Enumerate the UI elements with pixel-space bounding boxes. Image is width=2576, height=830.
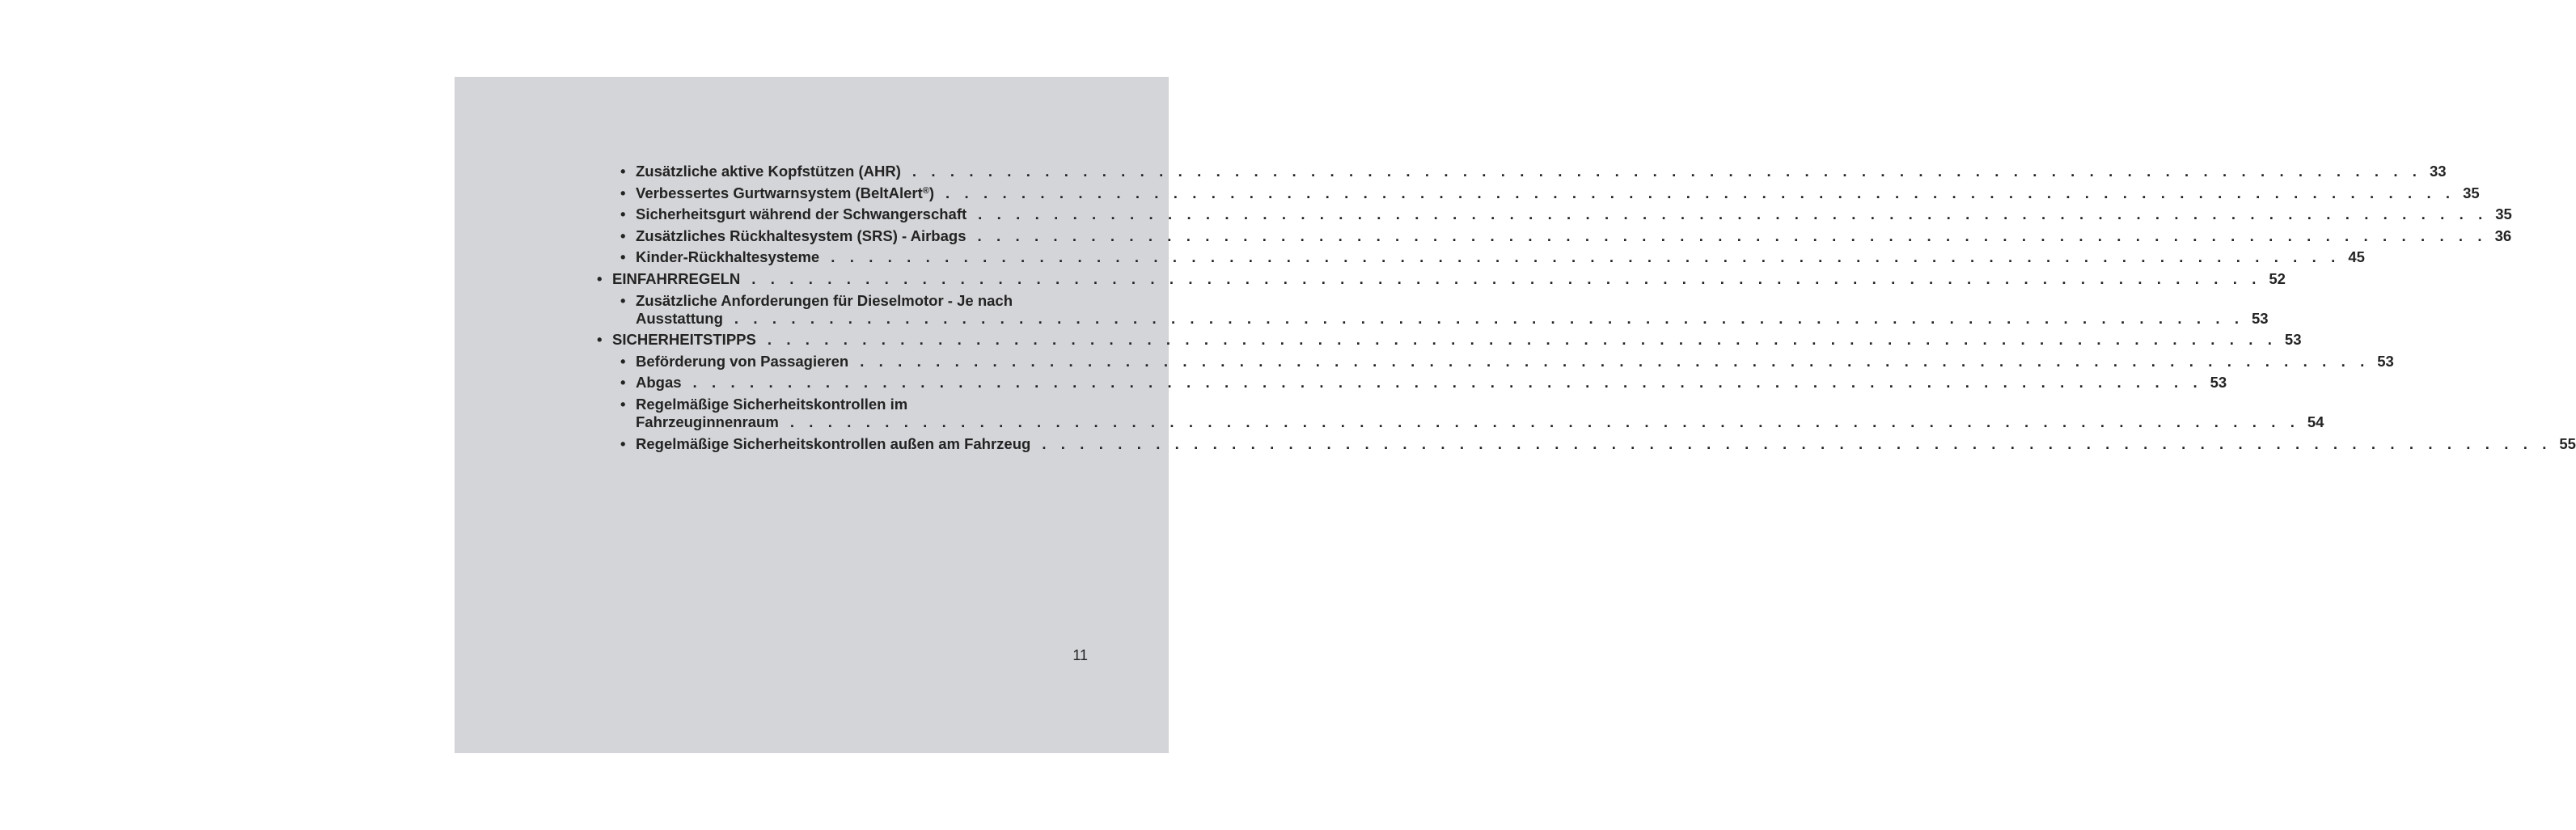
toc-entry-title-line: Zusätzliche Anforderungen für Dieselmotor - Je nach xyxy=(636,291,1013,309)
bullet-icon: • xyxy=(620,205,626,223)
toc-entry-page: 45 xyxy=(2348,248,2365,266)
toc-entry-page: 53 xyxy=(2377,352,2394,370)
table-of-contents xyxy=(597,163,2576,456)
toc-entry[interactable] xyxy=(620,352,2394,371)
toc-entry-title xyxy=(636,248,819,266)
dot-leader: . . . . . . . . . . . . . . . . . . . . . . . . . . . . . . . . . . . . . . . . . . . . . . . . . . . . . . . . . . . . . . . . . . . . . . . . . . . . . . . . xyxy=(860,352,2370,370)
toc-entry-title-text: Fahrzeuginnenraum xyxy=(636,413,779,430)
toc-entry-page: 53 xyxy=(2252,309,2269,327)
toc-entry-title xyxy=(636,435,1030,453)
dot-leader: . . . . . . . . . . . . . . . . . . . . . . . . . . . . . . . . . . . . . . . . . . . . . . . . . . . . . . . . . . . . . . . . . . . . . . . . . . . . . . . . xyxy=(692,374,2203,392)
bullet-icon: • xyxy=(597,331,603,349)
dot-leader: . . . . . . . . . . . . . . . . . . . . . . . . . . . . . . . . . . . . . . . . . . . . . . . . . . . . . . . . . . . . . . . . . . . . . . . . . . . . . . . . xyxy=(789,413,2300,430)
page-number: 11 xyxy=(1072,647,1088,663)
toc-entry-page: 53 xyxy=(2210,374,2227,392)
dot-leader: . . . . . . . . . . . . . . . . . . . . . . . . . . . . . . . . . . . . . . . . . . . . . . . . . . . . . . . . . . . . . . . . . . . . . . . . . . . . . . . . xyxy=(751,269,2261,287)
toc-entry-title xyxy=(636,310,723,328)
dot-leader: . . . . . . . . . . . . . . . . . . . . . . . . . . . . . . . . . . . . . . . . . . . . . . . . . . . . . . . . . . . . . . . . . . . . . . . . . . . . . . . . xyxy=(912,163,2422,180)
toc-entry[interactable] xyxy=(620,163,2447,180)
toc-entry-title-text: Verbessertes Gurtwarnsystem (BeltAlert xyxy=(636,184,923,201)
toc-entry-page: 53 xyxy=(2284,331,2302,349)
toc-entry-page: 36 xyxy=(2494,227,2512,244)
bullet-icon: • xyxy=(620,434,626,452)
bullet-icon: • xyxy=(620,291,626,309)
toc-entry-page: 54 xyxy=(2307,413,2324,430)
toc-entry-title xyxy=(636,163,901,180)
toc-entry-title xyxy=(612,331,756,349)
toc-entry-title-suffix: ) xyxy=(928,184,935,201)
bullet-icon: • xyxy=(620,163,626,180)
bullet-icon: • xyxy=(620,248,626,266)
toc-entry[interactable] xyxy=(620,395,2324,431)
toc-entry-title-text: SICHERHEITSTIPPS xyxy=(612,331,756,349)
toc-entry[interactable] xyxy=(620,248,2365,266)
bullet-icon: • xyxy=(620,352,626,370)
toc-entry-title-text: Zusätzliche aktive Kopfstützen (AHR) xyxy=(636,163,901,180)
toc-entry[interactable] xyxy=(620,374,2227,392)
toc-entry-title xyxy=(636,205,967,223)
registered-mark: ® xyxy=(922,185,929,196)
toc-entry-title-text: Kinder-Rückhaltesysteme xyxy=(636,248,820,266)
toc-entry[interactable] xyxy=(620,291,2269,328)
toc-entry-page: 35 xyxy=(2463,184,2480,201)
toc-entry[interactable] xyxy=(620,227,2512,245)
toc-entry[interactable] xyxy=(597,269,2286,288)
bullet-icon: • xyxy=(620,227,626,244)
toc-entry-title-text: Sicherheitsgurt während der Schwangerschaft xyxy=(636,205,967,223)
bullet-icon: • xyxy=(620,395,626,413)
toc-entry-title xyxy=(636,413,779,431)
toc-entry-title xyxy=(636,184,934,202)
dot-leader: . . . . . . . . . . . . . . . . . . . . . . . . . . . . . . . . . . . . . . . . . . . . . . . . . . . . . . . . . . . . . . . . . . . . . . . . . . . . . . . . xyxy=(977,227,2488,244)
toc-entry-title-text: Regelmäßige Sicherheitskontrollen außen am Fahrzeug xyxy=(636,434,1031,452)
dot-leader: . . . . . . . . . . . . . . . . . . . . . . . . . . . . . . . . . . . . . . . . . . . . . . . . . . . . . . . . . . . . . . . . . . . . . . . . . . . . . . . . xyxy=(945,184,2455,201)
dot-leader: . . . . . . . . . . . . . . . . . . . . . . . . . . . . . . . . . . . . . . . . . . . . . . . . . . . . . . . . . . . . . . . . . . . . . . . . . . . . . . . . xyxy=(1042,434,2552,452)
bullet-icon: • xyxy=(620,374,626,392)
toc-entry[interactable] xyxy=(597,331,2302,349)
toc-entry-title-text: Zusätzliches Rückhaltesystem (SRS) - Airbags xyxy=(636,227,967,244)
toc-entry-title xyxy=(636,353,848,371)
toc-entry-page: 33 xyxy=(2429,163,2447,180)
toc-entry-title xyxy=(636,374,682,392)
toc-entry[interactable] xyxy=(620,205,2512,223)
dot-leader: . . . . . . . . . . . . . . . . . . . . . . . . . . . . . . . . . . . . . . . . . . . . . . . . . . . . . . . . . . . . . . . . . . . . . . . . . . . . . . . . xyxy=(831,248,2341,266)
toc-entry-page: 35 xyxy=(2495,205,2512,223)
bullet-icon: • xyxy=(597,269,603,287)
toc-entry[interactable] xyxy=(620,184,2480,202)
dot-leader: . . . . . . . . . . . . . . . . . . . . . . . . . . . . . . . . . . . . . . . . . . . . . . . . . . . . . . . . . . . . . . . . . . . . . . . . . . . . . . . . xyxy=(978,205,2488,223)
toc-entry-page: 55 xyxy=(2559,434,2576,452)
toc-entry-title xyxy=(636,227,967,245)
dot-leader: . . . . . . . . . . . . . . . . . . . . . . . . . . . . . . . . . . . . . . . . . . . . . . . . . . . . . . . . . . . . . . . . . . . . . . . . . . . . . . . . xyxy=(734,309,2244,327)
toc-entry-title-text: Abgas xyxy=(636,374,682,392)
bullet-icon: • xyxy=(620,184,626,201)
toc-entry-title-text: Beförderung von Passagieren xyxy=(636,352,849,370)
toc-entry-title-line: Regelmäßige Sicherheitskontrollen im xyxy=(636,395,908,413)
toc-entry-title-text: Ausstattung xyxy=(636,309,723,327)
toc-entry-title-text: EINFAHRREGELN xyxy=(612,269,741,287)
dot-leader: . . . . . . . . . . . . . . . . . . . . . . . . . . . . . . . . . . . . . . . . . . . . . . . . . . . . . . . . . . . . . . . . . . . . . . . . . . . . . . . . xyxy=(767,331,2278,349)
toc-entry-page: 52 xyxy=(2269,269,2286,287)
toc-entry-title xyxy=(612,270,740,288)
toc-entry[interactable] xyxy=(620,434,2576,453)
